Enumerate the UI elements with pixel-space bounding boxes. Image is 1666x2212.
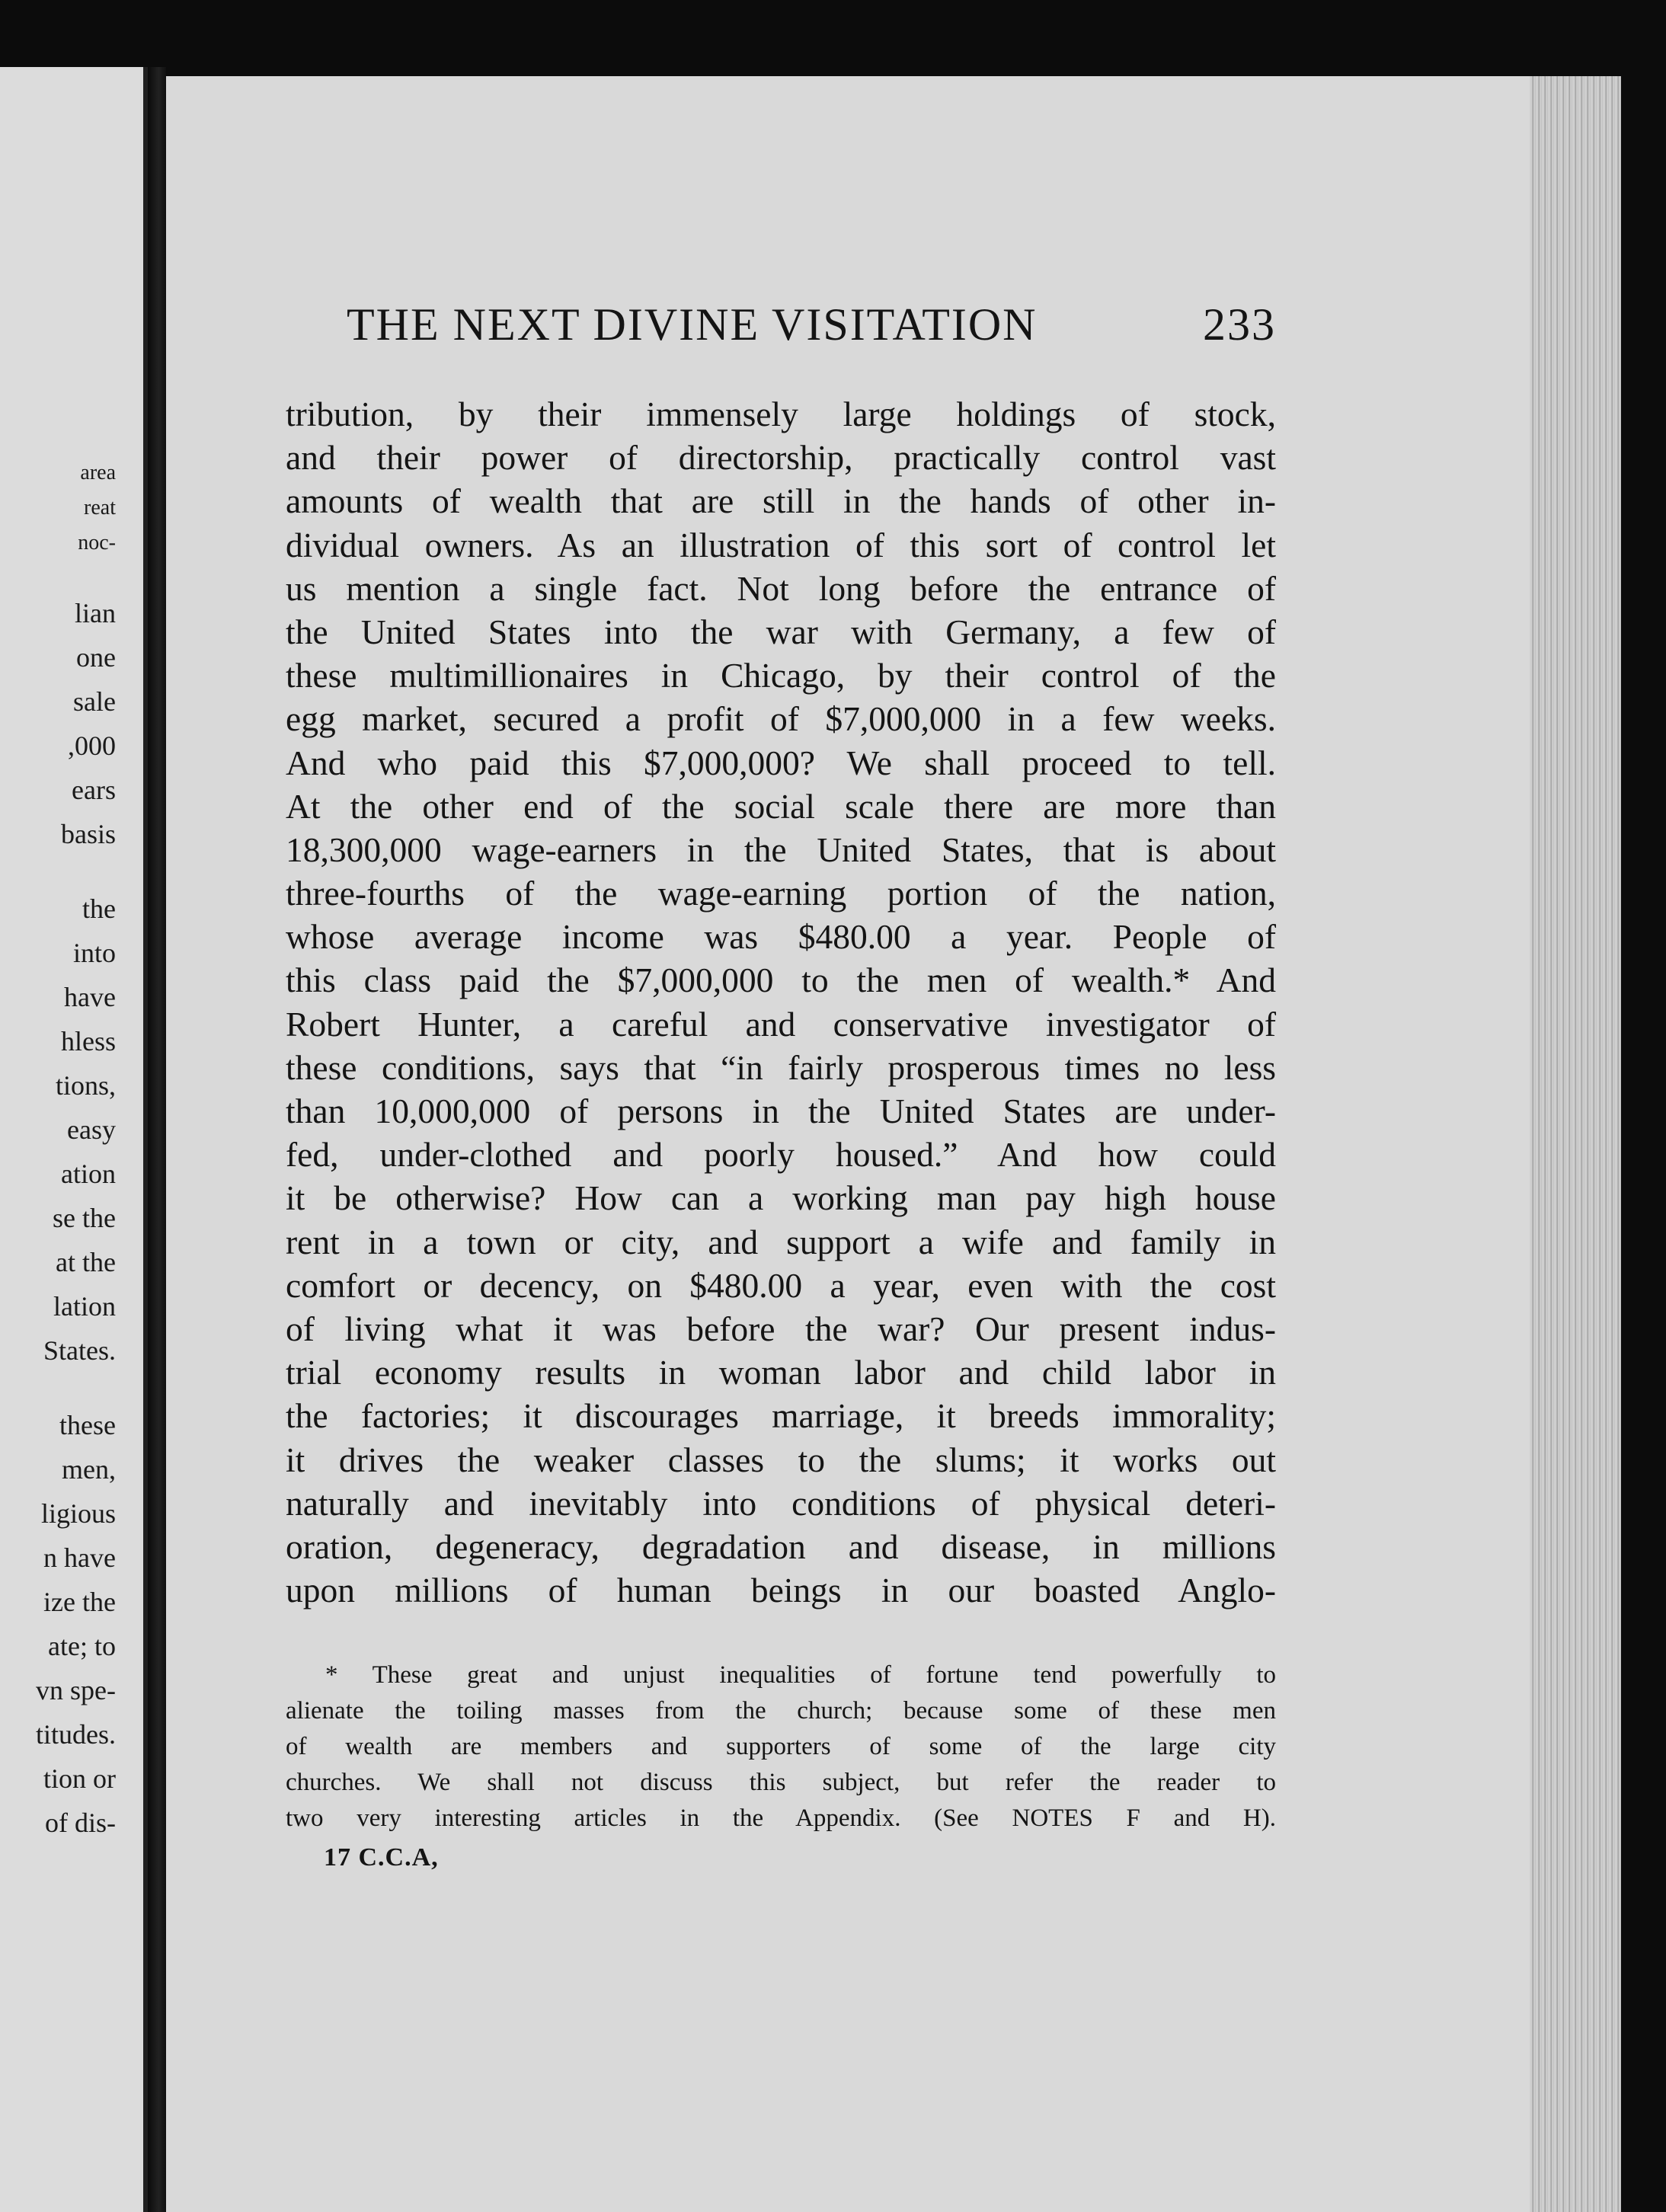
body-line: of living what it was before the war? Our present indus-	[286, 1309, 1276, 1348]
facing-page-fragment: lian	[75, 598, 116, 628]
facing-page-fragment: tions,	[55, 1070, 116, 1101]
facing-page-text-fragments	[0, 456, 116, 1845]
body-line: dividual owners. As an illustration of this sort of control let	[286, 525, 1276, 564]
page-edges	[1530, 76, 1621, 2212]
body-line: trial economy results in woman labor and child labor in	[286, 1353, 1276, 1392]
footnote-line: churches. We shall not discuss this subject, but refer the reader to	[286, 1769, 1276, 1796]
facing-page-fragment: ate; to	[48, 1631, 116, 1661]
body-line: naturally and inevitably into conditions of physical deteri-	[286, 1483, 1276, 1523]
body-line: oration, degeneracy, degradation and disease, in millions	[286, 1526, 1276, 1566]
body-text	[286, 392, 1276, 1612]
body-line: comfort or decency, on $480.00 a year, even with the cost	[286, 1265, 1276, 1305]
body-line: these conditions, says that “in fairly prosperous times no less	[286, 1047, 1276, 1087]
facing-page-fragment: States.	[43, 1335, 116, 1366]
body-line: and their power of directorship, practically control vast	[286, 438, 1276, 478]
facing-page-fragment: of dis-	[45, 1808, 116, 1838]
body-line: Robert Hunter, a careful and conservative investigator of	[286, 1004, 1276, 1044]
printer-signature-mark: 17 C.C.A,	[324, 1843, 439, 1872]
running-head-title: THE NEXT DIVINE VISITATION	[347, 299, 1038, 350]
facing-page-fragment: tion or	[43, 1763, 116, 1794]
body-line: At the other end of the social scale there are more than	[286, 786, 1276, 826]
body-line: three-fourths of the wage-earning portion of the nation,	[286, 874, 1276, 913]
footnote	[286, 1657, 1276, 1836]
facing-page-fragment: easy	[67, 1114, 116, 1145]
body-line: these multimillionaires in Chicago, by their control of the	[286, 656, 1276, 695]
facing-page-fragment: area	[80, 461, 116, 484]
body-line: whose average income was $480.00 a year. People of	[286, 917, 1276, 957]
facing-page-gap	[0, 856, 116, 887]
body-line: rent in a town or city, and support a wife and family in	[286, 1222, 1276, 1261]
facing-page-fragment: men,	[62, 1454, 116, 1485]
body-line: it be otherwise? How can a working man pay high house	[286, 1178, 1276, 1218]
facing-page-fragment: reat	[84, 496, 116, 519]
footnote-line: * These great and unjust inequalities of fortune tend powerfully to	[325, 1661, 1276, 1689]
book-gutter	[148, 67, 166, 2212]
facing-page-fragment: have	[64, 982, 116, 1012]
body-line: than 10,000,000 of persons in the United States are under-	[286, 1092, 1276, 1130]
facing-page-fragment: one	[76, 642, 116, 673]
facing-page-gap	[0, 1373, 116, 1403]
body-line: the factories; it discourages marriage, it breeds immorality;	[286, 1396, 1276, 1436]
facing-page-fragment: sale	[73, 686, 116, 717]
body-line: it drives the weaker classes to the slums; it works out	[286, 1440, 1276, 1479]
facing-page-fragment: ligious	[40, 1498, 116, 1529]
facing-page-fragment: ize the	[43, 1587, 116, 1617]
facing-page-fragment: the	[82, 893, 116, 924]
footnote-line: alienate the toiling masses from the church; because some of these men	[286, 1697, 1276, 1725]
body-line: upon millions of human beings in our boasted Anglo-	[286, 1571, 1276, 1610]
page-number: 233	[1203, 299, 1276, 350]
facing-page-fragment: se the	[53, 1203, 116, 1233]
facing-page	[0, 67, 148, 2212]
body-line: this class paid the $7,000,000 to the men of wealth.* And	[286, 961, 1276, 1000]
body-line: 18,300,000 wage-earners in the United States, that is about	[286, 830, 1276, 869]
facing-page-gap	[0, 561, 116, 591]
facing-page-fragment: ,000	[68, 730, 116, 761]
body-line: us mention a single fact. Not long before the entrance of	[286, 568, 1276, 608]
body-line: the United States into the war with Germany, a few of	[286, 612, 1276, 651]
facing-page-fragment: at the	[56, 1247, 116, 1277]
facing-page-fragment: ears	[72, 775, 116, 805]
facing-page-fragment: basis	[61, 819, 116, 849]
facing-page-fragment: these	[59, 1410, 116, 1440]
facing-page-fragment: hless	[61, 1026, 116, 1056]
footnote-line: two very interesting articles in the Appendix. (See NOTES F and H).	[286, 1804, 1276, 1832]
body-line: egg market, secured a profit of $7,000,000 in a few weeks.	[286, 699, 1276, 739]
facing-page-fragment: lation	[53, 1291, 116, 1322]
facing-page-fragment: ation	[61, 1159, 116, 1189]
facing-page-fragment: noc-	[78, 531, 116, 555]
facing-page-fragment: n have	[43, 1542, 116, 1573]
body-line: fed, under-clothed and poorly housed.” And how could	[286, 1135, 1276, 1175]
body-line: amounts of wealth that are still in the hands of other in-	[286, 481, 1276, 521]
facing-page-fragment: into	[72, 938, 116, 968]
body-line: And who paid this $7,000,000? We shall proceed to tell.	[286, 743, 1276, 782]
body-line: tribution, by their immensely large holdings of stock,	[286, 395, 1276, 433]
facing-page-fragment: vn spe-	[36, 1675, 116, 1705]
running-head	[347, 299, 1276, 360]
facing-page-fragment: titudes.	[36, 1719, 116, 1750]
footnote-line: of wealth are members and supporters of some of the large city	[286, 1733, 1276, 1760]
